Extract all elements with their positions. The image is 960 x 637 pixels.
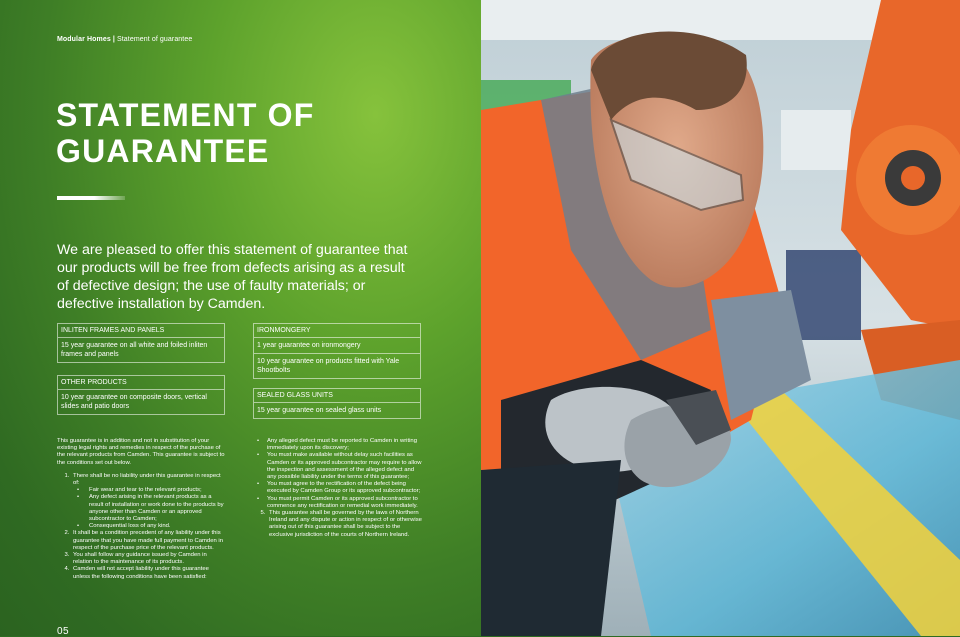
terms-list-continued bbox=[253, 510, 423, 539]
sealed-glass-table bbox=[253, 388, 421, 419]
terms-list bbox=[57, 473, 227, 581]
breadcrumb bbox=[57, 36, 192, 43]
terms-item-2: 2. It shall be a condition precedent of any liability under this guarantee that you have made full payment to Camden in respect of the purchase price of the relevant products. bbox=[71, 530, 227, 552]
page-title: STATEMENT OF GUARANTEE bbox=[56, 97, 315, 169]
table-row: 1 year guarantee on ironmongery bbox=[253, 338, 421, 354]
page-number: 05 bbox=[57, 626, 70, 637]
other-products-table bbox=[57, 375, 225, 415]
list-item: • You must permit Camden or its approved subcontractor to commence any rectification or remedial work immediately. bbox=[267, 496, 423, 510]
list-item: • Any alleged defect must be reported to Camden in writing immediately upon its discovery; bbox=[267, 438, 423, 452]
terms-item-1 bbox=[71, 473, 227, 531]
table-header: IRONMONGERY bbox=[253, 323, 421, 338]
terms-intro: This guarantee is in addition and not in substitution of your existing legal rights and remedies in respect of the purchase of the relevant products from Camden. This guarantee is subject to the conditions set out below. bbox=[57, 438, 225, 466]
worker-photo bbox=[481, 0, 960, 636]
terms-left-column bbox=[57, 438, 227, 581]
table-row: 10 year guarantee on products fitted with Yale Shootbolts bbox=[253, 354, 421, 379]
table-row: 15 year guarantee on all white and foiled inliten frames and panels bbox=[57, 338, 225, 363]
terms-item-3: 3. You shall follow any guidance issued by Camden in relation to the maintenance of its products. bbox=[71, 552, 227, 566]
terms-item-4-sublist bbox=[253, 438, 423, 510]
table-header: INLITEN FRAMES AND PANELS bbox=[57, 323, 225, 338]
table-header: SEALED GLASS UNITS bbox=[253, 388, 421, 403]
list-item: • You must make available without delay such facilities as Camden or its approved subcontractor may require to allow the inspection and assessment of the alleged defect and any possible liability under the terms of this guarantee; bbox=[267, 452, 423, 481]
breadcrumb-separator: | bbox=[112, 36, 115, 43]
terms-item-4: 4. Camden will not accept liability under this guarantee unless the following conditions have been satisfied: bbox=[71, 566, 227, 580]
terms-right-column bbox=[253, 438, 423, 539]
list-item: • Any defect arising in the relevant products as a result of installation or work done to the products by anyone other than Camden or an approved subcontractor to Camden; bbox=[87, 494, 227, 523]
terms-item-1-text: There shall be no liability under this guarantee in respect of: bbox=[73, 472, 221, 487]
list-item: • You must agree to the rectification of the defect being executed by Camden Group or its approved subcontractor; bbox=[267, 481, 423, 495]
terms-item-1-sublist bbox=[73, 487, 227, 530]
list-item: • Consequential loss of any kind. bbox=[87, 523, 227, 530]
breadcrumb-section: Modular Homes bbox=[57, 36, 111, 43]
terms-item-5: 5. This guarantee shall be governed by the laws of Northern Ireland and any dispute or action in respect of or otherwise arising out of this guarantee shall be subject to the exclusive jurisdiction of the courts of Northern Ireland. bbox=[267, 510, 423, 539]
title-underline bbox=[57, 196, 125, 200]
worker-photo-illustration bbox=[481, 0, 960, 636]
ironmongery-table bbox=[253, 323, 421, 379]
intro-paragraph: We are pleased to offer this statement of guarantee that our products will be free from defects arising as a result of defective design; the use of faulty materials; or defective installation by Camden. bbox=[57, 242, 408, 312]
inliten-table bbox=[57, 323, 225, 363]
table-header: OTHER PRODUCTS bbox=[57, 375, 225, 390]
table-row: 10 year guarantee on composite doors, vertical slides and patio doors bbox=[57, 390, 225, 415]
table-row: 15 year guarantee on sealed glass units bbox=[253, 403, 421, 419]
list-item: • Fair wear and tear to the relevant products; bbox=[87, 487, 227, 494]
breadcrumb-page: Statement of guarantee bbox=[116, 36, 193, 43]
